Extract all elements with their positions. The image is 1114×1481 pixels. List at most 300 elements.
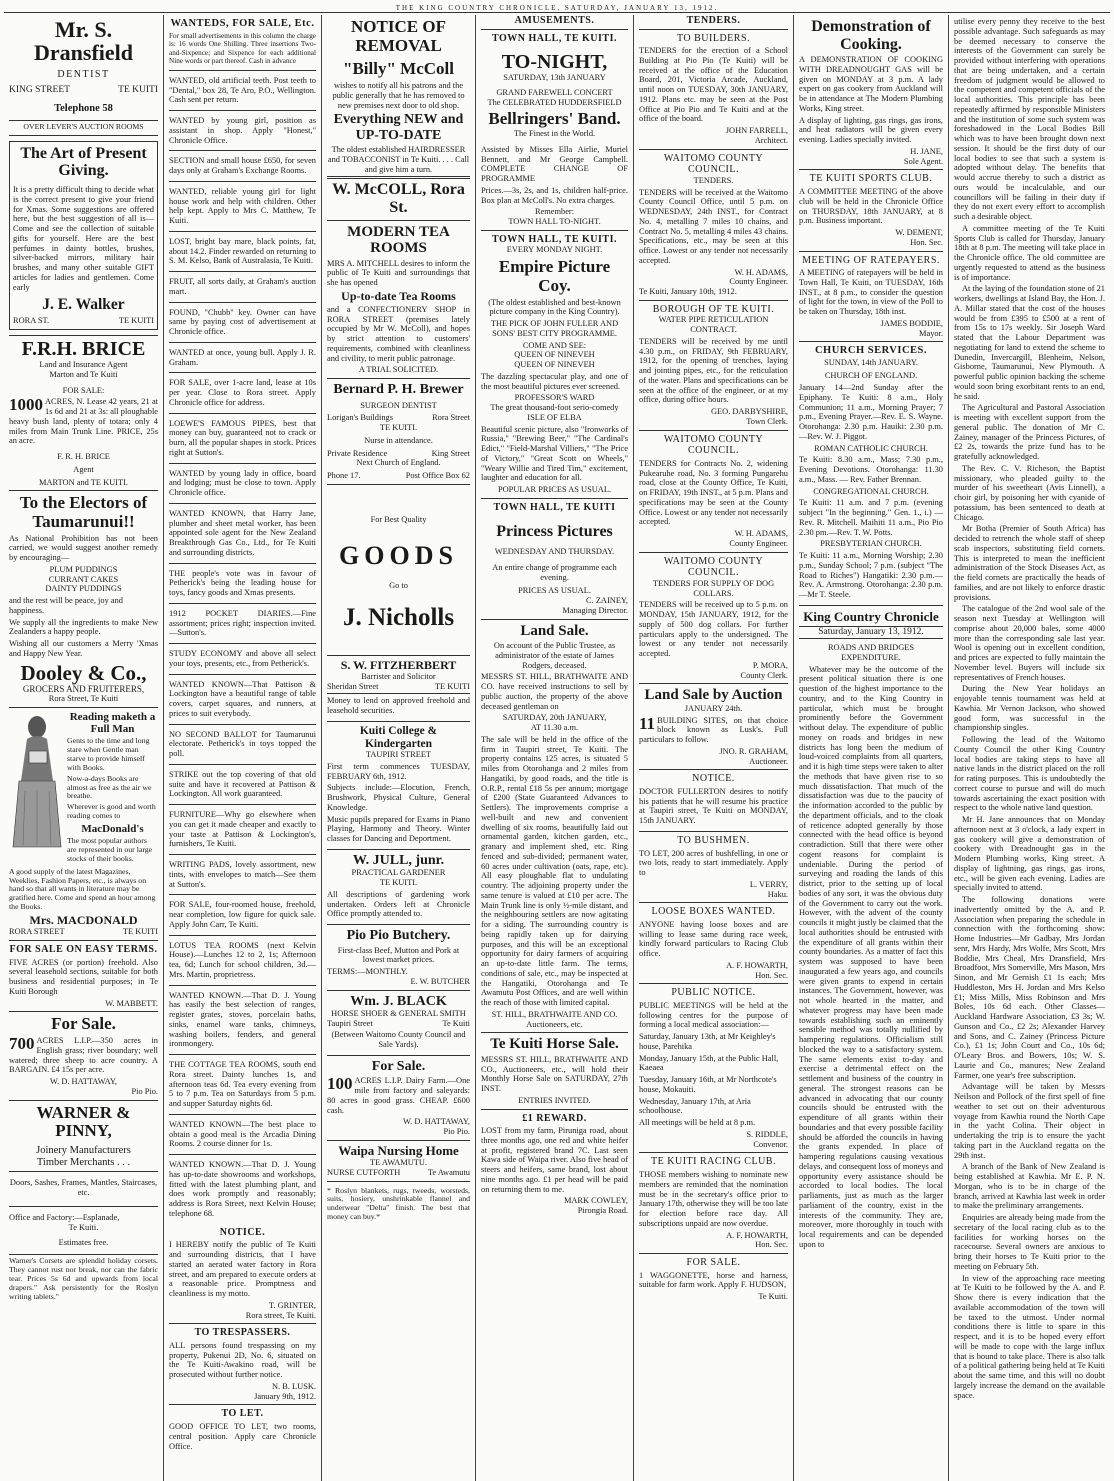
tagline: The Finest in the World. [513, 129, 596, 139]
ad-body: 1 WAGGONETTE, horse and harness, suitable for farm work. Apply F. HUDSON, [639, 1270, 788, 1290]
masthead: THE KING COUNTRY CHRONICLE, SATURDAY, JANUARY 13, 1912. [4, 4, 1110, 13]
classified-text: THE COTTAGE TEA ROOMS, south end Rora street. Dainty lunches 1s, and afternoon teas 6d. Tea every evening from 5 to 7 p.m. Tea on Saturdays from 5 p.m. and supper Saturday nights 6d. [169, 1060, 316, 1109]
ad-body-2: A display of lighting, gas rings, gas irons, and heat radiators will be given every evening. Ladies specially invited. [799, 115, 943, 145]
column-2 [164, 15, 322, 1481]
reading-woman-illustration [9, 711, 63, 851]
phone: Telephone 58 [54, 102, 113, 114]
pick: THE PICK OF JOHN FULLER AND SONS' BEST CITY PROGRAMME. [490, 319, 619, 338]
editorial-body: Whatever may be the outcome of the present political situation there is one question of the highest importance to the country, and to the King Country in particular, which must be brought prominently before the Government without delay. The expenditure of public money on roads and bridges in new districts has long been the medium of loud-voiced complaints from all quarters, and it is high time steps were taken to alter the methods that have given rise to so much dissatisfaction. That much of the dissatisfaction was due to the paucity of the information accorded to the public by the department officials, and to the cloak of reticence adopted generally by those connected with the head office is beyond contradiction. Still that there were other cogent reasons for complaint is undeniable. During the period of surveying and roading the lands of this district, prior to the setting up of local bodies of any sort, it was the obvious duty of the Government to carry out the work. However, with the advent of the county councils it might justly be claimed that the local authorities should be entrusted with the expenditure of all grants within their county boundaries. As a matter of fact this system was supposed to have been inaugurated a few years ago, and councils were given grants to expend in certain instances. The Government, however, was not whole hearted in the matter, and whatever progress may have been made towards establishing such an eminently sensible method was totally nullified by hampering regulations. Officialism still blocked the way to a satisfactory system. The same elements exist to-day and exercise a detrimental effect on the settlement and business of the country in general. The strongest reasons can be advanced in advocating that our county councils should be entrusted with the expenditure of all grants within their boundaries and that every possible facility should be afforded the councils in having the grants expended. In place of hampering regulations causing vexatious delays, and consequent loss of moneys and opportunity every assistance should be accorded to local bodies. The local parliaments, just as much as the larger parliament of the country, exist in the interests of the community. They are, moreover, more thoroughly in touch with local requirements and can be depended upon to [799, 664, 943, 1249]
classified-ad [169, 675, 316, 725]
estimates: Estimates free. [58, 1238, 109, 1248]
ad-title: TO BUSHMEN. [677, 834, 750, 846]
private-residence: Private Residence [327, 448, 388, 458]
place: Te Kuiti. [758, 1292, 788, 1302]
for-sale-label: FOR SALE: [62, 385, 105, 395]
ad-title: Wm. J. BLACK [350, 993, 447, 1009]
ad-title: TO-NIGHT, [501, 51, 608, 74]
ad-body: First-class Beef, Mutton and Pork at lowest market prices. [337, 945, 460, 965]
ad-fitzherbert [327, 656, 470, 722]
news-paragraph: Advantage will be taken by Messrs Neilson and Pollock of the first spell of fine weather to set out on their adventurous voyage from Kawhia round the North Cape in the yacht Colina. Their object in undertaking the trip is to ensure the yacht taking part in the Auckland regatta on the 29th inst. [954, 1082, 1105, 1160]
classified-text: STUDY ECONOMY and above all select your toys, presents, etc., from Petherick's. [169, 649, 316, 668]
building: Lorigan's Buildings [327, 413, 393, 423]
ad-body: FIVE ACRES (or portion) freehold. Also several leasehold sections, suitable for both business and residential purposes; in Te Kuiti Borough [9, 957, 158, 996]
classified-text: WANTED KNOWN, that Harry Jane, plumber and sheet metal worker, has been appointed sole agent for the New Zealand Breakthrough Gas Co., Ltd., for Te Kuiti and surrounding districts. [169, 508, 316, 557]
nurse: NURSE CUTFORTH [327, 1167, 401, 1177]
ad-body: THOSE members wishing to nominate new members are reminded that the nomination must be in the secretary's office prior to January 17th, otherwise they will be too late for election before race day. All subscriptions unpaid are now overdue. [639, 1170, 788, 1228]
list-item: DAINTY PUDDINGS [45, 584, 122, 594]
signature: MARK COWLEY, [563, 1196, 628, 1206]
ad-subtitle: PRACTICAL GARDENER [351, 868, 446, 878]
role: Hon. Sec. [910, 237, 943, 247]
ad-title: WARNER & PINNY, [36, 1102, 131, 1141]
street: KING STREET [9, 84, 70, 95]
prices: Prices.—3s, 2s, and 1s, children half-price. Box plan at McColl's. No extra charges. [481, 185, 628, 205]
store-name: MacDonald's [81, 823, 144, 835]
column-7 [949, 15, 1110, 1481]
classified-ad [169, 111, 316, 151]
classified-ad [169, 936, 316, 986]
editorial-heading: ROADS AND BRIDGES EXPENDITURE. [827, 643, 915, 662]
ad-bellringers [481, 30, 628, 231]
ad-body: TENDERS for Contracts No. 2, widening Pukearuhe road, No. 3 forming Pungarehu road, close at the County Office, Te Kuiti, on FRIDAY, 19th INST., at 5 p.m. Plans and specifications may be seen at the County Office. Lowest or any tender not necessarily accepted. [639, 458, 788, 527]
classified-ad [169, 303, 316, 343]
ad-racing-club [639, 1153, 788, 1254]
trade: GROCERS AND FRUITERERS, [22, 683, 145, 694]
ad-body: LOST from my farm, Piruniga road, about three months ago, one red and white heifer at profit, registered brand 7C. Last seen Kawa side of Waipa river. Also five head of steers and heifers, same brand, lost about nine months ago. £1 per head will be paid on returning them to me. [481, 1126, 628, 1194]
column-4 [476, 15, 634, 1481]
ad-for-sale-100 [327, 1056, 470, 1141]
town: TE KUITI. [379, 878, 418, 888]
ad-macdonald [9, 708, 158, 941]
church-services [799, 342, 943, 605]
ad-title: Bernard P. H. Brewer [333, 382, 464, 398]
classified-ad [169, 564, 316, 604]
ad-title: TO TRESPASSERS. [194, 1327, 291, 1339]
ad-body: TO LET, 200 acres of bushfelling, in one or two lots, ready to start immediately. Apply to [639, 848, 788, 878]
ad-roslyn [327, 1182, 470, 1228]
signature: S. RIDDLE, [746, 1129, 788, 1139]
ad-waipa-nursing [327, 1141, 470, 1182]
ad-body: PUBLIC MEETINGS will be held at the following centres for the purpose of forming a local medical association:— [639, 1000, 788, 1030]
feature-title: PROFESSOR'S WARD [514, 393, 595, 403]
ad-title: BOROUGH OF TE KUITI. [652, 303, 775, 315]
date: SUNDAY, 14th JANUARY. [824, 357, 918, 367]
ad-title: TE KUITI RACING CLUB. [651, 1156, 776, 1168]
role: Architect. [754, 135, 788, 145]
classified-text: FOR SALE, four-roomed house, freehold, near completion, low figure for quick sale. Apply John Carr, Te Kuiti. [169, 900, 316, 929]
news-paragraph: In view of the approaching race meeting at Te Kuiti to be followed by the A. and P. Show there is every indication that the available accommodation of the town will be taxed to the utmost. Under normal conditions there is little to spare in this respect, and it is to be hoped every effort will be made to cope with the large influx that is bound to take place. There is also talk of a political gathering being held at Te Kuiti about the same time, and this will no doubt largely increase the demand on the available space. [954, 1273, 1105, 1400]
ad-subtitle: TENDERS. [693, 175, 734, 185]
ad-subtitle: Barrister and Solicitor [361, 671, 436, 681]
ad-title: LOOSE BOXES WANTED. [651, 906, 776, 918]
ad-subtitle: (The oldest established and best-known picture company in the King Country). [488, 297, 621, 317]
ad-title: Pio Pio Butchery. [346, 928, 451, 944]
classified-ad [169, 855, 316, 895]
venue: TOWN HALL, TE KUITI [493, 501, 616, 513]
place: Te Awamutu [427, 1167, 470, 1177]
list-item: PLUM PUDDINGS [49, 564, 118, 574]
classified-ad [169, 725, 316, 765]
date: SATURDAY, 13th JANUARY [503, 73, 606, 83]
classified-ad [169, 805, 316, 855]
street: RORA STREET [9, 927, 65, 937]
ad-title: Te Kuiti Horse Sale. [490, 1036, 619, 1053]
ad-title: Mr. S. Dransfield [34, 17, 133, 66]
church-name: CHURCH OF ENGLAND. [824, 371, 918, 381]
corsets-note: Warner's Corsets are splendid holiday corsets. They cannot rust nor break, nor can the fabric tear. Prices 5s 6d and upwards from local drapers." Ask persistently for the Roslyn writing tablets." [9, 1256, 158, 1301]
role: Convenor. [753, 1139, 788, 1149]
ad-title: W. JULL, junr. [352, 852, 445, 868]
role: County Engineer. [729, 277, 788, 287]
news-paragraph: The Rev. C. V. Richeson, the Baptist missionary, who pleaded guilty to the murder of his sweetheart (Avis Linnell), a choir girl, by poisoning her with cyanide of potassium, has been sentenced to death at Chicago. [954, 463, 1105, 522]
role: Auctioneer. [749, 756, 788, 766]
date: SATURDAY, 20th JANUARY, [502, 713, 607, 723]
ad-fullerton-notice [639, 770, 788, 832]
ad-warner-pinny [9, 1101, 158, 1307]
ad-title: Empire Picture Coy. [498, 257, 611, 295]
ad-body: GOOD OFFICE TO LET, two rooms, central position. Apply care Chronicle Office. [169, 1422, 316, 1451]
ad-loose-boxes [639, 903, 788, 984]
ad-title: WAITOMO COUNTY COUNCIL. [663, 152, 764, 176]
ad-body: First term commences TUESDAY, FEBRUARY 6th, 1912. [327, 761, 470, 781]
ad-highlight: Up-to-date Tea Rooms [341, 288, 456, 303]
ad-title: MODERN TEA ROOMS [347, 223, 450, 257]
ad-public-notice [639, 984, 788, 1153]
town: TE KUITI [434, 681, 470, 691]
town: TE KUITI [118, 84, 158, 95]
ad-title: FOR SALE ON EASY TERMS. [9, 944, 158, 956]
date: JANUARY 24th. [684, 703, 743, 713]
church-schedule: January 14—2nd Sunday after the Epiphany. Te Kuiti: 8 a.m., Holy Communion; 11 a.m., Morning Prayer; 7 p.m., Evening Prayer.—Rev. E. S. Wayne. Otorohanga: 2.30 p.m. Hauiki: 2.30 p.m.—Rev. W. J. Piggot. [799, 383, 943, 441]
role: County Engineer. [729, 538, 788, 548]
ad-reward [481, 1110, 628, 1219]
news-paragraph: During the New Year holidays an enjoyable tennis tournament was held at Kawhia. Mr Vernon Jackson, who showed good form, was successful in the championship singles. [954, 684, 1105, 733]
classified-text: FOR SALE, over 1-acre land, lease at 10s per year. Close to Rora street. Apply Chronicle office for address. [169, 378, 316, 407]
column-6 [794, 15, 949, 1481]
classified-text: WANTED, old artificial teeth. Post teeth to "Dental," box 28, Te Aro, P.O., Wellington. Cash sent per return. [169, 75, 316, 105]
ad-grinter-notice [169, 1224, 316, 1325]
classified-ad [169, 373, 316, 413]
ad-body-2: Subjects include:—Elocution, French, Brushwork, Physical Culture, General Knowledge. [327, 783, 470, 812]
ad-subtitle: TENDERS FOR SUPPLY OF DOG COLLARS. [652, 578, 775, 598]
ad-subtitle-2: Marton and Te Kuiti [49, 369, 118, 379]
ad-footer: W. McCOLL, Rora St. [332, 181, 465, 216]
ad-body: DOCTOR FULLERTON desires to notify his patients that he will resume his practice at Taupiri street, Te Kuiti on MONDAY, 15th JANUARY. [639, 786, 788, 826]
proprietor: "Billy" McColl [343, 59, 454, 79]
news-paragraph: utilise every penny they receive to the best possible advantage. Such safeguards as may be deemed necessary to conserve the interests of the Government can surely be provided without interfering with operations that are being undertaken, and a certain freedom of judgment would be allowed to the competent and competent officials of the local authorities. This principle has been repeatedly affirmed by responsible Ministers and the institution of some such system was foreshadowed in the Local Bodies Bill which was to have been brought down next session. It should be the first duty of our local bodies to see that such a system is adopted without delay. The benefits that would accrue thereby to such a district as ours would be incalculable, and our councillors will be failing in their duty if they do not exert every effort to accomplish such a desirable object. [954, 17, 1105, 221]
classified-text: WANTED KNOWN—That Pattison & Lockington have a beautiful range of table covers, carpet squares, and runners, at prices to suit everybody. [169, 679, 316, 718]
news-paragraph: Following the lead of the Waitomo County Council the other King Country local bodies are taking steps to have all native lands in the district placed on the roll for rating purposes. This is undoubtedly the correct course to pursue and will do much towards ascertaining the exact position with respect to the whole native land question. [954, 735, 1105, 813]
church-schedule: Te Kuiti: 11 a.m., Morning Worship; 2.30 p.m., Sunday School; 7 p.m. (subject "The Road to Riches") Hangatiki: 2.30 p.m.—Rev. A. Armstrong. Otorohanga: 2.30 p.m.—Mr T. Steele. [799, 551, 943, 600]
ad-mccoll-removal [327, 15, 470, 221]
ad-body-2: and a CONFECTIONERY SHOP in RORA STREET (premises lately occupied by Mr W. McColl), and hopes by strict attention to customers' requirements, combined with cleanliness and civility, to merit public patronage. [327, 304, 470, 363]
ad-body-2: Beautiful scenic picture, also "Ironworks of Russia," "Brewing Beer," "The Cardinal's Edict," "Field-Marshal Villiers," "The Price of Victory," "Great Scott on Wheels," "Weary Willie and Tired Tim," excitement, laughter and education for all. [481, 424, 628, 483]
ad-subtitle: SURGEON DENTIST [360, 400, 437, 410]
issue-date: Saturday, January 13, 1912. [799, 626, 943, 639]
firm-name: Dooley & Co., [20, 660, 147, 685]
ad-land-sale [481, 620, 628, 1034]
ad-body: ACRES, N. Lease 42 years, 21 at 1s 6d and 21 at 3s: all ploughable heavy bush land, plenty of totara; only 4 miles from Main Trunk Line. PRICE, 25s an acre. [9, 397, 158, 446]
news-paragraph: At the laying of the foundation stone of 21 workers, dwellings at Island Bay, the Hon. J. A. Millar stated that the cost of the houses would be from £395 to £500 at a rent of from 15s to 17s weekly. Sir Joseph Ward stated that the Labour Department was negotiating for land to extend the scheme to Dunedin, Invercargill, Blenheim, Nelson, Gisborne, Taumarunui, New Plymouth. A powerful public opinion backing the scheme would soon bring exorbitant rents to an end, he said. [954, 284, 1105, 401]
event: GRAND FAREWELL CONCERT [496, 87, 613, 97]
ad-body-2: The sale will be held in the office of the firm in Taupiri street, Te Kuiti. The property contains 125 acres, is situated 5 miles from Otorohanga and 2 miles from Hangatiki, by good roads, and the title is O.R.P., rental £18 5s per annum; mortgage of £200 (State Guaranteed Advances to Settlers). The improvements comprise a well-built and new and convenient dwelling of six rooms, beautifully laid out ornamental garden, kitchen garden, etc., granary and implement shed, etc. Ring fenced and sub-divided; permanent water, 60 acres under cultivation (oats, rape, etc). All easy ploughable flat to undulating country. The adjoining property under the same tenure is valued at £10 per acre. The Main Trunk line is only ½-mile distant, and the neighbouring settlers are now agitating for a siding. The surrounding country is being rapidly taken up for dairying purposes, and this will be an exceptional opportunity for dairy farmers of acquiring an up-to-date little farm. The terms, conditions of sale, etc., may be inspected at the Hangatiki, Otorohanga and Te Awamutu Post Offices, and are well within the reach of those with limited capital. [481, 734, 628, 1008]
acres-number: 100 [327, 1074, 353, 1094]
signature: E. W. BUTCHER [410, 976, 470, 986]
ad-text: A good supply of the latest Magazines, Weeklies, Fashion Papers, etc., is always on hand so that all wants in literature may be gratified here. Come and spend an hour among the Books. [9, 866, 156, 912]
ad-body: Assisted by Misses Ella Airlie, Muriel Bennett, and Mr George Campbell. COMPLETE CHANGE OF PROGRAMME [481, 144, 628, 184]
signature: JAMES BODDIE, [880, 318, 943, 328]
street: TAUPIRI STREET [365, 750, 432, 760]
entries: ENTRIES INVITED. [518, 1095, 591, 1105]
ad-jull [327, 850, 470, 925]
classified-text: FOUND, "Chubb" key. Owner can have same by paying cost of advertisement at Chronicle office. [169, 307, 316, 337]
classified-text: SECTION and small house £650, for seven days only at Graham's Exchange Rooms. [169, 156, 316, 176]
acres-number: 1000 [9, 395, 43, 415]
days: WEDNESDAY AND THURSDAY. [494, 547, 615, 557]
news-paragraph: A committee meeting of the Te Kuiti Sports Club is called for Thursday, January 18th at 8 p.m. The meeting will take place in the Chronicle office. The old committee are urgently requested to attend as the business is of importance. [954, 223, 1105, 282]
ad-for-sale-700 [9, 1012, 158, 1100]
signature: W. MABBETT. [105, 998, 158, 1008]
ad-body: As National Prohibition has not been carried, we would suggest another remedy by encouraging— [9, 533, 158, 563]
ad-title: TO LET. [221, 1408, 264, 1420]
classified-text: WANTED KNOWN—The best place to obtain a good meal is the Arcadia Dining Rooms. 2 course dinner for 1s. [169, 1119, 316, 1149]
signature: ST. HILL, BRATHWAITE AND CO. [491, 1009, 618, 1019]
role: Hon. Sec. [755, 970, 788, 980]
classified-ad [169, 1155, 316, 1224]
signature: W. D. HATTAWAY, [50, 1077, 117, 1087]
ad-body: Money to lend on approved freehold and leasehold securities. [327, 696, 470, 716]
ad-to-bushmen [639, 832, 788, 903]
church-name: ROMAN CATHOLIC CHURCH. [814, 443, 928, 453]
proprietor: J. Nicholls [342, 603, 455, 631]
news-paragraph: Mr H. Jane announces that on Monday afternoon next at 3 o'clock, a lady expert in gas cookery will give a demonstration of cookery with Dreadnought gas in the Modern Plumbing works, King street. A display of lightning, gas rings, gas irons, etc., will be given each evening. Ladies are specially invited to attend. [954, 815, 1105, 893]
tonight: TOWN HALL TO-NIGHT. [508, 217, 601, 227]
schedule: EVERY MONDAY NIGHT. [506, 245, 603, 255]
role: Hon. Sec. [755, 1240, 788, 1250]
ad-title: TE KUITI SPORTS CLUB. [809, 173, 933, 185]
classified-ad [169, 414, 316, 464]
classified-ad [169, 232, 316, 272]
section-title: AMUSEMENTS. [481, 15, 628, 30]
ad-easy-terms [9, 941, 158, 1012]
next-to: Next Church of England. [356, 458, 441, 468]
role: County Clerk. [740, 670, 788, 680]
ad-empire-pictures [481, 231, 628, 499]
classified-text: WANTED KNOWN.—That D. J. Young has up-to-date showrooms and workshops, fitted with the latest plumbing plant, and does work promptly and reasonably; address is Rora Street, next Kelvin House; telephone 68. [169, 1160, 316, 1218]
classified-text: LOEWE'S FAMOUS PIPES, best that money can buy, guaranteed not to crack or burn, all the popular shapes in stock. Prices right at Sutton's. [169, 418, 316, 457]
meeting-item: Saturday, January 13th, at Mr Keighley's house, Parehika [639, 1032, 776, 1051]
signature: JNO. R. GRAHAM, [719, 746, 788, 756]
ad-body: MESSRS ST. HILL, BRATHWAITE AND CO., Auctioneers, etc., will hold their Monthly Horse Sale on SATURDAY, 27th INST. [481, 1054, 628, 1094]
address: Rora street, Te Kuiti. [245, 1310, 316, 1320]
phone: Phone 17. [327, 471, 361, 481]
town: TE KUITI [122, 927, 158, 937]
classified-ad [169, 504, 316, 564]
signature: H. JANE, [910, 146, 943, 156]
role: Auctioneers, etc. [526, 1019, 583, 1029]
classified-ad [169, 151, 316, 182]
signature: W. H. ADAMS, [734, 529, 788, 539]
ad-title: The Art of Present Giving. [20, 144, 147, 180]
feature-title: QUEEN OF NINEVEH [514, 360, 595, 370]
ad-subtitle: DENTIST [57, 69, 110, 81]
ad-title: Demonstration of Cooking. [811, 18, 931, 53]
ad-land-sale-auction [639, 684, 788, 770]
ad-dransfield [9, 15, 158, 136]
time: AT 11.30 a.m. [530, 723, 579, 733]
ad-pio-pio-butchery [327, 925, 470, 990]
signature: W. H. ADAMS, [734, 267, 788, 277]
office-town: Te Kuiti. [68, 1222, 99, 1232]
come-see: COME AND SEE: [522, 340, 587, 350]
role: Sole Agent. [903, 156, 943, 166]
ad-waitomo-metalling [639, 150, 788, 301]
ad-name: J. E. Walker [42, 296, 125, 314]
ad-body: TENDERS for the erection of a School Building at Pio Pio (Te Kuiti) will be received at the office of the Education Board, 201, Victoria Arcade, Auckland, until noon on TUESDAY, 30th JANUARY, 1912. Plans etc. may be seen at the Post Office at Pio Pio and Te Kuiti and at the office of the board. [639, 46, 788, 124]
classified-text: WANTED by young lady in office, board and lodging; must be close to town. Apply Chronicle office. [169, 468, 316, 498]
classified-ad [169, 272, 316, 303]
ad-body: I HEREBY notify the public of Te Kuiti and surrounding districts, that I have started an aerated water factory in Rora street, and am prepared to execute orders at a reasonable price. Promptness and cleanliness is my motto. [169, 1240, 316, 1299]
ad-princess-pictures [481, 499, 628, 620]
signature: A. F. HOWARTH, [726, 1230, 788, 1240]
editorial [799, 610, 943, 1250]
ad-body-2: and the rest will be peace, joy and happiness. [9, 596, 123, 615]
ad-go: Go to [389, 580, 408, 590]
ad-body-2: The oldest established HAIRDRESSER and TOBACCONIST in Te Kuiti. . . . Call and give him a turn. [327, 145, 470, 174]
place: Pio Pio. [131, 1086, 158, 1096]
ad-body: * Roslyn blankets, rugs, tweeds, worsteds, suits, hosiery, unshrinkable flannel and underwear "Delta" finish. The best that money can buy.* [327, 1185, 470, 1222]
place: Haku. [767, 889, 788, 899]
ad-nicholls [327, 485, 470, 656]
location: OVER LEVER'S AUCTION ROOMS [23, 121, 144, 131]
ad-body-4: Wishing all our customers a Merry 'Xmas and Happy New Year. [9, 639, 158, 658]
signature: L. VERRY, [749, 879, 788, 889]
wanteds-header [169, 15, 316, 71]
ad-art-of-present-giving [9, 136, 158, 336]
ad-borough-water [639, 301, 788, 431]
classified-ad [169, 464, 316, 504]
ad-title: NOTICE. [219, 1226, 266, 1238]
ad-title: For Sale. [51, 1014, 116, 1034]
section-intro: For small advertisements in this column the charge is: 16 words One Shilling. Three insertions Two-and-Sixpence; and Sixpence for each additional Nine words or part thereof. Cash in advance [169, 32, 316, 65]
ad-body: TENDERS will be received up to 5 p.m. on MONDAY, 15th JANUARY, 1912, for the supply of 500 dog collars. For further particulars apply to the undersigned. The lowest or any tender not necessarily accepted. [639, 600, 788, 659]
classified-text: FRUIT, all sorts daily, at Graham's auction mart. [169, 277, 316, 296]
ad-body: (Between Waitomo County Council and Sale Yards). [331, 1030, 466, 1050]
section-title: CHURCH SERVICES. [814, 345, 928, 357]
ad-title: MEETING OF RATEPAYERS. [802, 254, 940, 266]
ad-sports-club [799, 170, 943, 251]
town: TE AWAMUTU. [369, 1158, 427, 1168]
meeting-item: Tuesday, January 16th, at Mr Northcote's house, Mokauiti. [639, 1075, 777, 1094]
ad-title: GOODS [339, 540, 458, 570]
classified-ad [169, 182, 316, 232]
column-5 [634, 15, 794, 1481]
remember: Remember: [534, 207, 575, 217]
date: January 9th, 1912. [254, 1391, 316, 1401]
ad-text: The most popular authors are represented in our large stocks of their books. [67, 836, 153, 863]
classified-ad [169, 1055, 316, 1115]
office-label: Office and Factory:—Esplanade, [9, 1212, 120, 1222]
meeting-item: Monday, January 15th, at the Public Hall, Kaeaea [639, 1053, 779, 1073]
ad-footer: A TRIAL SOLICITED. [358, 365, 439, 375]
post-office-box: Post Office Box 62 [405, 471, 470, 481]
sites-number: 11 [639, 713, 656, 733]
classified-ad [169, 71, 316, 111]
ad-body: The dazzling spectacular play, and one of the most beautiful pictures ever screened. [481, 371, 628, 391]
ad-body-3: Music pupils prepared for Exams in Piano Playing, Harmony and Theory. Winter classes for Dancing and Deportment. [327, 814, 470, 844]
church-schedule: Te Kuiti: 8.30 a.m., Mass; 7.30 p.m., Evening Devotions. Otorohanga: 11.30 a.m., Mass. — Rev. Father Brennan. [799, 455, 943, 484]
ad-body: BUILDING SITES, on that choice block known as Lusk's. Full particulars to follow. [639, 715, 788, 745]
ad-intro: On account of the Public Trustee, as administrator of the estate of James Rodgers, deceased. [493, 641, 616, 670]
ad-title: To the Electors of Taumarunui!! [19, 493, 148, 532]
ad-title: NOTICE OF REMOVAL [351, 17, 446, 55]
ad-text: Now-a-days Books are almost as free as the air we breathe. [67, 773, 152, 801]
classified-ad [169, 1115, 316, 1155]
ad-body: MRS A. MITCHELL desires to inform the public of Te Kuiti and surroundings that she has opened [327, 258, 470, 288]
ad-ratepayers-meeting [799, 252, 943, 343]
ad-body: MESSRS ST. HILL, BRATHWAITE AND CO. have received instructions to sell by public auction, the property of the above deceased gentleman on [481, 672, 628, 711]
ad-body: TENDERS will be received by me until 4.30 p.m., on FRIDAY, 9th FEBRUARY, 1912, for the opening of trenches, laying and jointing pipes, etc., for the reticulation of the water. Plans and specifications can be seen at the office of the engineer, or at my office, during office hours. [639, 336, 788, 405]
ad-title: F.R.H. BRICE [21, 338, 146, 361]
street: King Street [431, 448, 470, 458]
classified-ad [169, 343, 316, 374]
classified-text: WANTED KNOWN.—That D. J. Young has easily the best selection of ranges, register grates, stoves, porcelain baths, sinks, enamel ware tanks, chimneys, washing boilers, fenders, and general ironmongery. [169, 990, 316, 1049]
proprietor: Mrs. MACDONALD [29, 913, 138, 928]
signature: F. R. H. BRICE [57, 452, 110, 462]
ad-body: wishes to notify all his patrons and the public generally that he has removed to new premises next door to old shop. [332, 81, 465, 110]
prices: PRICES AS USUAL. [518, 586, 591, 596]
ad-body-3: We supply all the ingredients to make New Zealanders a happy people. [9, 617, 158, 637]
place: Pio Pio. [443, 1127, 470, 1137]
classified-text: NO SECOND BALLOT for Taumarunui electorate. Petherick's in toys topped the poll. [169, 729, 316, 759]
ad-waitomo-roads [639, 431, 788, 553]
ad-title: £1 REWARD. [522, 1112, 587, 1124]
street: RORA ST. [13, 316, 50, 326]
ad-subtitle: Joinery Manufacturers [36, 1144, 131, 1156]
ad-highlight: Everything NEW and UP-TO-DATE [333, 112, 464, 143]
church-schedule: Te Kuiti: 11 a.m. and 7 p.m. (evening subject "In the beginning." Gen. 1., i.) — Rev. R. Mitchell. Maihiti 11 a.m., Pio Pio 2.30 pm.—Rev. T. W. Potts. [799, 498, 943, 537]
classified-text: WANTED by young girl, position as assistant in shop. Apply "Honest," Chronicle Office. [169, 116, 316, 145]
ad-electors [9, 491, 158, 708]
classified-text: 1912 POCKET DIARIES.—Fine assortment; prices right; inspection invited.—Sutton's. [169, 608, 316, 638]
newspaper-title: King Country Chronicle [803, 608, 939, 624]
signature: W. DEMENT, [895, 228, 943, 238]
feature-title: ISLE OF ELBA [527, 412, 582, 422]
ad-title: TO BUILDERS. [676, 32, 751, 44]
ad-title: Kuiti College & Kindergarten [359, 724, 438, 750]
ad-horse-sale [481, 1033, 628, 1109]
ad-title: NOTICE. [692, 773, 735, 785]
ad-title: S. W. FITZHERBERT [340, 657, 457, 672]
classified-text: STRIKE out the top covering of that old suite and have it recovered at Pattison & Lockington. All work guaranteed. [169, 769, 316, 799]
ad-title: Princess Pictures [496, 523, 613, 541]
ad-subtitle-2: Timber Merchants . . . [36, 1157, 131, 1169]
signature: P. MORA, [752, 660, 788, 670]
performer: Bellringers' Band. [488, 109, 621, 129]
classified-ad [169, 895, 316, 935]
list-item: CURRANT CAKES [48, 574, 119, 584]
role: Agent [73, 464, 94, 474]
ad-to-let [169, 1405, 316, 1456]
terms: TERMS:—MONTHLY. [327, 967, 408, 977]
ad-title: For Sale. [371, 1058, 426, 1074]
ad-body: TENDERS will be received at the Waitomo County Council Office, until 5 p.m. on WEDNESDAY, 24th INST., for Contract No. 4, metalling 7 miles 10 chains, and Contract No. 5, metalling 4 miles 43 chains. Specifications, etc., may be seen at this office. Lowest or any tender not necessarily accepted. [639, 187, 788, 265]
church-name: CONGREGATIONAL CHURCH. [813, 486, 929, 496]
ad-title: WAITOMO COUNTY COUNCIL. [663, 555, 764, 579]
news-paragraph: The following donations were inadvertently omitted by the A. and P. Association when preparing the schedule in connection with the forthcoming show: Home Industries—Mr Gadbay, Mrs Jordan senr, Mrs Hardy, Mrs Wolfe, Mrs Scott, Mrs Boddie, Mrs Cheal, Mrs Dransfield, Mrs Broadfoot, Mrs Somerville, Mrs Mason, Mrs Sinon, and Mr Gernish £1 1s each; Mrs Huddleston, Mrs H. Jordan and Mrs Kelso £1; Miss Mills, Miss Robinson and Mrs Boles, 10s 6d each. Other Classes—Auckland Hardware Association, £3 3s; W. Gunson and Co., £2 2s; Alexander Harvey and Sons, and C. Zainey (Princess Picture Co.), £1 1s; John Court and Co., 10s 6d; O'Leary Bros. and Bowers, 10s; W. S. Laurie and Co., manures; New Zealand Farmer, one year's free subscription. [954, 895, 1105, 1080]
date: Te Kuiti, January 10th, 1912. [639, 287, 737, 297]
news-paragraph: The Agricultural and Pastoral Association is meeting with excellent support from the general public. The donation of Mr C. Zainey, manager of the Princess Pictures, of £2 2s, towards the prize fund has to be gratefully acknowledged. [954, 403, 1105, 461]
